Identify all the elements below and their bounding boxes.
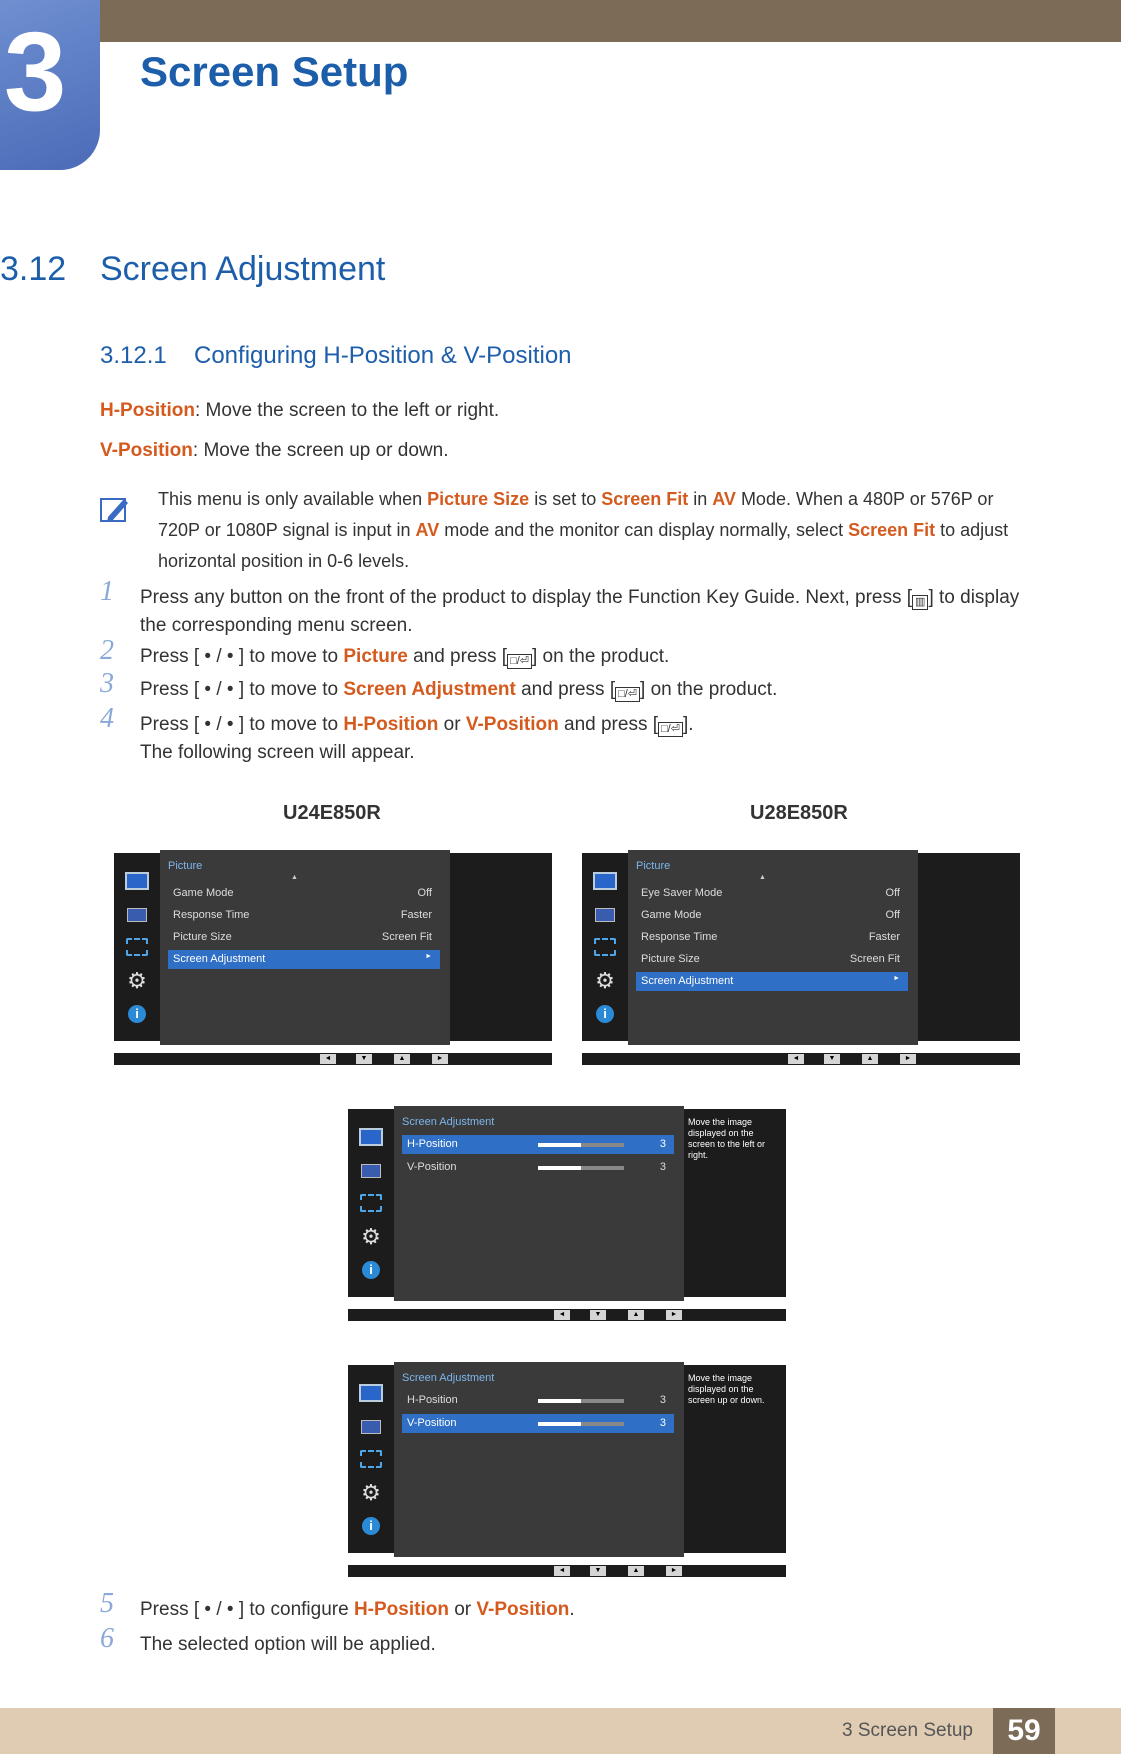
osd-screen-u28: [582, 853, 1020, 1041]
up-arrow-icon: ▲: [862, 1054, 878, 1064]
key-guide-bar: [348, 1565, 786, 1577]
vpos-definition: [100, 440, 449, 462]
section-number: 3.12: [0, 250, 67, 288]
chapter-title: Screen Setup: [140, 48, 409, 95]
right-arrow-icon: ►: [432, 1054, 448, 1064]
screen-size-icon: [359, 1449, 383, 1469]
section-heading: [0, 250, 385, 289]
help-text: Move the image displayed on the screen up or down.: [688, 1373, 765, 1405]
gear-icon: ⚙: [595, 968, 615, 993]
right-arrow-icon: ►: [900, 1054, 916, 1064]
model-label-left: U24E850R: [283, 802, 381, 824]
osd-screen-vposition: [348, 1365, 786, 1553]
menu-item-selected: H-Position 3: [402, 1135, 674, 1154]
left-arrow-icon: ◄: [320, 1054, 336, 1064]
help-text: Move the image displayed on the screen to the left or right.: [688, 1117, 766, 1160]
menu-item: Picture Size Screen Fit: [173, 931, 432, 943]
footer-chapter-label: 3 Screen Setup: [842, 1720, 973, 1741]
model-label-right: U28E850R: [750, 802, 848, 824]
menu-item: Picture Size Screen Fit: [641, 953, 900, 965]
menu-item: V-Position 3: [407, 1161, 666, 1173]
screen-size-icon: [125, 937, 149, 957]
osd-screen-u24: [114, 853, 552, 1041]
info-icon: i: [359, 1260, 383, 1280]
osd-title: Picture: [636, 860, 671, 872]
info-icon: i: [125, 1004, 149, 1024]
note-text: This menu is only available when Picture Size is set to Screen Fit in AV Mode. When a 480P or 576P or 720P or 1080P signal is input in AV mode and the monitor can display normally, select Screen Fit to adjust horizontal position in 0-6 levels.: [158, 489, 1009, 571]
subsection-number: 3.12.1: [100, 342, 167, 369]
vpos-term: V-Position: [100, 440, 193, 461]
key-guide-bar: [348, 1309, 786, 1321]
scroll-up-icon: ▲: [291, 874, 298, 881]
menu-button-icon: ▥: [912, 595, 928, 610]
menu-item: Eye Saver Mode Off: [641, 887, 900, 899]
subsection-heading: [100, 342, 572, 370]
hpos-term: H-Position: [100, 400, 195, 421]
header-bar: [0, 0, 1121, 42]
down-arrow-icon: ▼: [824, 1054, 840, 1064]
menu-item: H-Position 3: [407, 1394, 666, 1406]
note-pencil-icon: [100, 495, 130, 525]
osd-title: Screen Adjustment: [402, 1372, 495, 1384]
source-enter-icon: □/⏎: [658, 722, 683, 737]
monitor-icon: [359, 1127, 383, 1147]
monitor-icon: [125, 871, 149, 891]
picture-icon: [359, 1161, 383, 1181]
key-guide-bar: [114, 1053, 552, 1065]
page-footer: [0, 1708, 1121, 1754]
right-arrow-icon: ►: [666, 1566, 682, 1576]
menu-item: Game Mode Off: [641, 909, 900, 921]
right-arrow-icon: ►: [666, 1310, 682, 1320]
gear-icon: ⚙: [361, 1480, 381, 1505]
menu-item-selected: V-Position 3: [402, 1414, 674, 1433]
picture-icon: [593, 905, 617, 925]
section-title: Screen Adjustment: [100, 250, 386, 288]
subsection-title: Configuring H-Position & V-Position: [194, 342, 572, 369]
menu-item: Game Mode Off: [173, 887, 432, 899]
scroll-up-icon: ▲: [759, 874, 766, 881]
monitor-icon: [359, 1383, 383, 1403]
osd-title: Picture: [168, 860, 203, 872]
info-icon: i: [593, 1004, 617, 1024]
up-arrow-icon: ▲: [628, 1310, 644, 1320]
menu-item-selected: Screen Adjustment ►: [636, 972, 908, 991]
osd-title: Screen Adjustment: [402, 1116, 495, 1128]
chapter-tab: [0, 0, 100, 170]
up-arrow-icon: ▲: [394, 1054, 410, 1064]
osd-screen-hposition: [348, 1109, 786, 1297]
gear-icon: ⚙: [361, 1224, 381, 1249]
menu-item-selected: Screen Adjustment ►: [168, 950, 440, 969]
picture-icon: [125, 905, 149, 925]
key-guide-bar: [582, 1053, 1020, 1065]
left-arrow-icon: ◄: [554, 1310, 570, 1320]
hpos-definition: [100, 400, 499, 422]
source-enter-icon: □/⏎: [615, 687, 640, 702]
down-arrow-icon: ▼: [590, 1310, 606, 1320]
monitor-icon: [593, 871, 617, 891]
up-arrow-icon: ▲: [628, 1566, 644, 1576]
left-arrow-icon: ◄: [554, 1566, 570, 1576]
info-icon: i: [359, 1516, 383, 1536]
picture-icon: [359, 1417, 383, 1437]
down-arrow-icon: ▼: [356, 1054, 372, 1064]
down-arrow-icon: ▼: [590, 1566, 606, 1576]
source-enter-icon: □/⏎: [507, 654, 532, 669]
menu-item: Response Time Faster: [641, 931, 900, 943]
chapter-number: 3: [4, 9, 67, 134]
menu-item: Response Time Faster: [173, 909, 432, 921]
page-number: 59: [993, 1708, 1055, 1754]
hpos-desc: : Move the screen to the left or right.: [195, 400, 500, 421]
screen-size-icon: [593, 937, 617, 957]
screen-size-icon: [359, 1193, 383, 1213]
left-arrow-icon: ◄: [788, 1054, 804, 1064]
vpos-desc: : Move the screen up or down.: [192, 440, 449, 461]
gear-icon: ⚙: [127, 968, 147, 993]
